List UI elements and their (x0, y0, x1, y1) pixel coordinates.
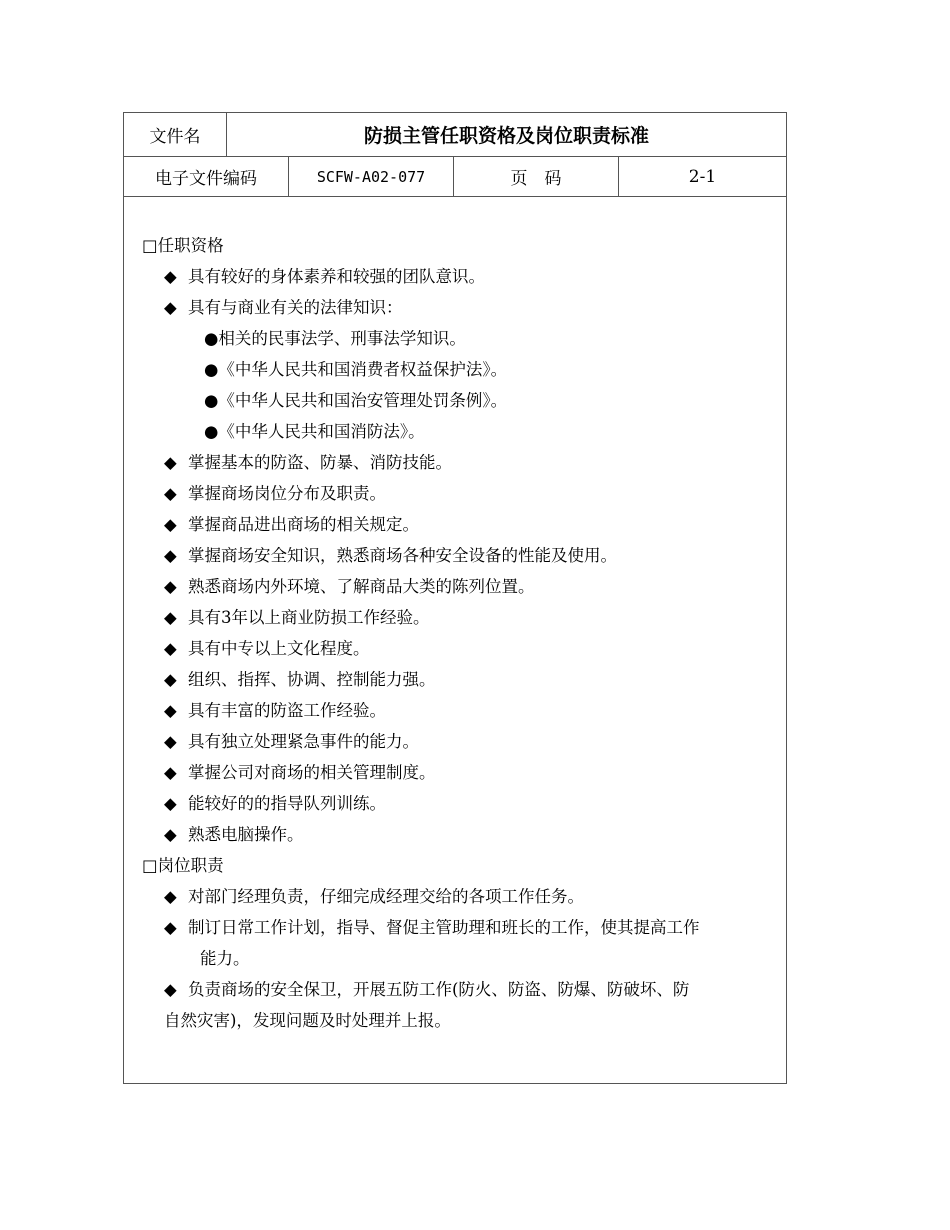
diamond-bullet-icon: ◆ (164, 577, 177, 596)
header-row-title (124, 113, 786, 157)
list-item: ◆ 组织、指挥、协调、控制能力强。 (164, 670, 436, 689)
diamond-bullet-icon: ◆ (164, 515, 177, 534)
document-body (124, 197, 786, 1083)
section-heading: 岗位职责 (157, 856, 224, 875)
list-item: ◆ 制订日常工作计划，指导、督促主管助理和班长的工作，使其提高工作 (164, 918, 700, 937)
list-item: ◆ 具有独立处理紧急事件的能力。 (164, 732, 419, 751)
list-item: ◆ 负责商场的安全保卫，开展五防工作(防火、防盗、防爆、防破坏、防 (164, 980, 690, 999)
list-item: ◆ 能较好的的指导队列训练。 (164, 794, 386, 813)
diamond-bullet-icon: ◆ (164, 670, 177, 689)
sub-list-item: ●《中华人民共和国治安管理处罚条例》。 (204, 391, 508, 410)
diamond-bullet-icon: ◆ (164, 980, 177, 999)
diamond-bullet-icon: ◆ (164, 825, 177, 844)
list-item: ◆ 熟悉电脑操作。 (164, 825, 304, 844)
document-form (123, 112, 787, 1084)
list-item: ◆ 掌握公司对商场的相关管理制度。 (164, 763, 436, 782)
list-item: ◆ 具有与商业有关的法律知识： (164, 298, 403, 317)
list-item-continuation: 能力。 (200, 949, 250, 968)
diamond-bullet-icon: ◆ (164, 887, 177, 906)
diamond-bullet-icon: ◆ (164, 701, 177, 720)
dot-bullet-icon: ● (204, 422, 219, 441)
code-value: SCFW-A02-077 (289, 157, 454, 196)
list-item: ◆ 对部门经理负责，仔细完成经理交给的各项工作任务。 (164, 887, 584, 906)
list-item: ◆ 具有较好的身体素养和较强的团队意识。 (164, 267, 485, 286)
section-qualifications (142, 235, 224, 257)
checkbox-icon: □ (142, 236, 158, 255)
list-item: ◆ 掌握商场岗位分布及职责。 (164, 484, 386, 503)
dot-bullet-icon: ● (204, 329, 219, 348)
diamond-bullet-icon: ◆ (164, 732, 177, 751)
list-item: ◆ 掌握商场安全知识，熟悉商场各种安全设备的性能及使用。 (164, 546, 617, 565)
list-item: ◆ 具有3年以上商业防损工作经验。 (164, 608, 430, 627)
dot-bullet-icon: ● (204, 391, 219, 410)
document-title: 防损主管任职资格及岗位职责标准 (363, 125, 649, 147)
diamond-bullet-icon: ◆ (164, 918, 177, 937)
page-label: 页 码 (454, 157, 619, 196)
sub-list-item: ●《中华人民共和国消防法》。 (204, 422, 425, 441)
list-item-continuation: 自然灾害)，发现问题及时处理并上报。 (164, 1011, 451, 1030)
section-heading: 任职资格 (157, 236, 224, 255)
list-item: ◆ 熟悉商场内外环境、了解商品大类的陈列位置。 (164, 577, 535, 596)
header-row-meta (124, 157, 786, 197)
list-item: ◆ 具有丰富的防盗工作经验。 (164, 701, 386, 720)
checkbox-icon: □ (142, 856, 158, 875)
list-item: ◆ 具有中专以上文化程度。 (164, 639, 370, 658)
diamond-bullet-icon: ◆ (164, 639, 177, 658)
diamond-bullet-icon: ◆ (164, 546, 177, 565)
diamond-bullet-icon: ◆ (164, 453, 177, 472)
code-label: 电子文件编码 (124, 157, 289, 196)
list-item: ◆ 掌握基本的防盗、防暴、消防技能。 (164, 453, 452, 472)
list-item: ◆ 掌握商品进出商场的相关规定。 (164, 515, 419, 534)
dot-bullet-icon: ● (204, 360, 219, 379)
diamond-bullet-icon: ◆ (164, 763, 177, 782)
diamond-bullet-icon: ◆ (164, 608, 177, 627)
file-name-label: 文件名 (124, 113, 227, 156)
page-value: 2-1 (688, 166, 717, 187)
diamond-bullet-icon: ◆ (164, 298, 177, 317)
diamond-bullet-icon: ◆ (164, 484, 177, 503)
sub-list-item: ●相关的民事法学、刑事法学知识。 (204, 329, 466, 348)
section-duties (142, 855, 224, 877)
diamond-bullet-icon: ◆ (164, 267, 177, 286)
sub-list-item: ●《中华人民共和国消费者权益保护法》。 (204, 360, 508, 379)
diamond-bullet-icon: ◆ (164, 794, 177, 813)
